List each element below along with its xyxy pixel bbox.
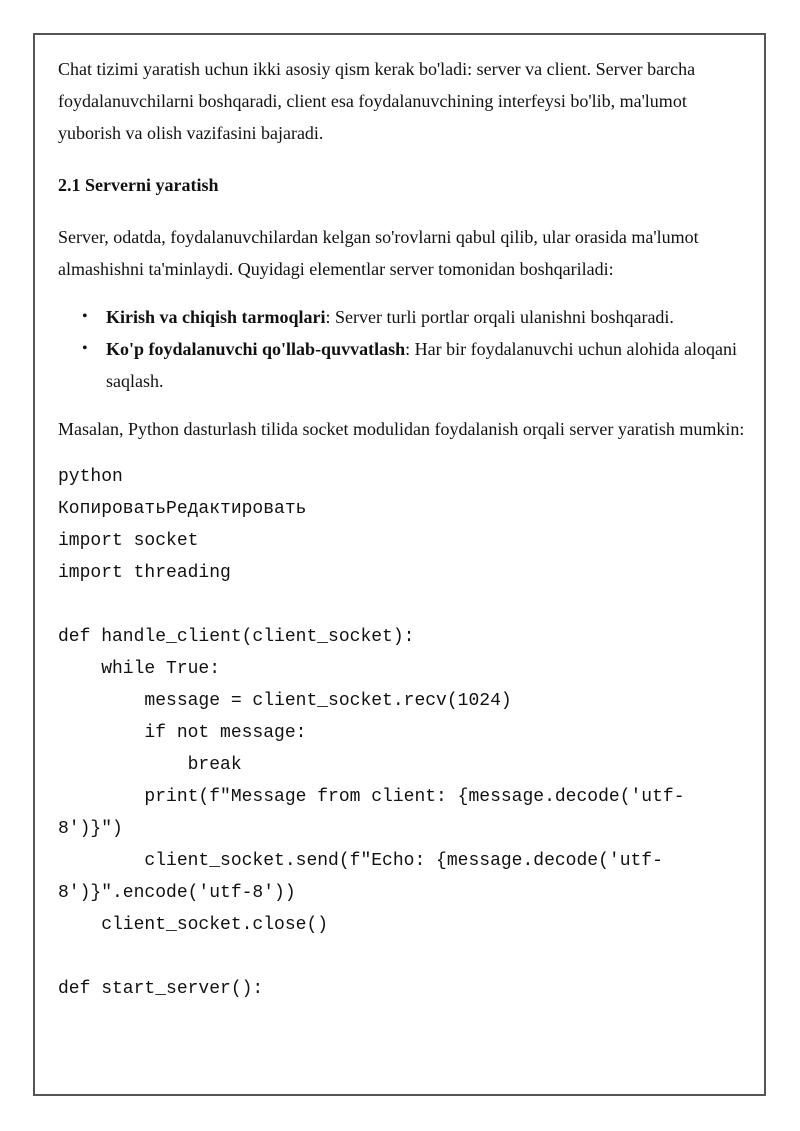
document-body: [58, 53, 748, 1005]
list-item-text: : Server turli portlar orqali ulanishni boshqaradi.: [325, 307, 674, 327]
list-item: [58, 333, 748, 397]
code-toolbar-copy-edit[interactable]: КопироватьРедактировать: [58, 499, 307, 519]
list-item: [58, 301, 748, 333]
bullet-icon: •: [82, 340, 88, 357]
server-features-list: [58, 301, 748, 397]
example-intro-paragraph: Masalan, Python dasturlash tilida socket modulidan foydalanish orqali server yaratish mumkin:: [58, 419, 745, 439]
list-item-text: : Har bir foydalanuvchi uchun alohida aloqani saqlash.: [106, 339, 737, 391]
intro-paragraph: Chat tizimi yaratish uchun ikki asosiy qism kerak bo'ladi: server va client. Server barcha foydalanuvchilarni boshqaradi, client esa foydalanuvchining interfeysi bo'lib, ma'lumot yuborish va olish vazifasini bajaradi.: [58, 59, 696, 143]
list-item-term: Kirish va chiqish tarmoqlari: [106, 307, 326, 327]
code-language-label: python: [58, 467, 123, 487]
list-item-term: Ko'p foydalanuvchi qo'llab-quvvatlash: [106, 339, 406, 359]
server-description-paragraph: Server, odatda, foydalanuvchilardan kelgan so'rovlarni qabul qilib, ular orasida ma'lumot almashishni ta'minlaydi. Quyidagi elementlar server tomonidan boshqariladi:: [58, 227, 699, 279]
bullet-icon: •: [82, 308, 88, 325]
section-heading: 2.1 Serverni yaratish: [58, 175, 219, 195]
code-block: import socket import threading def handle_client(client_socket): while True: message = client_socket.recv(1024) if not message: break print(f"Message from client: {message.decode('utf- 8')}") client_socket.send(f"Echo: {message.decode('utf- 8')}".encode('utf-8')) client_socket.close() def start_server():: [58, 531, 685, 999]
